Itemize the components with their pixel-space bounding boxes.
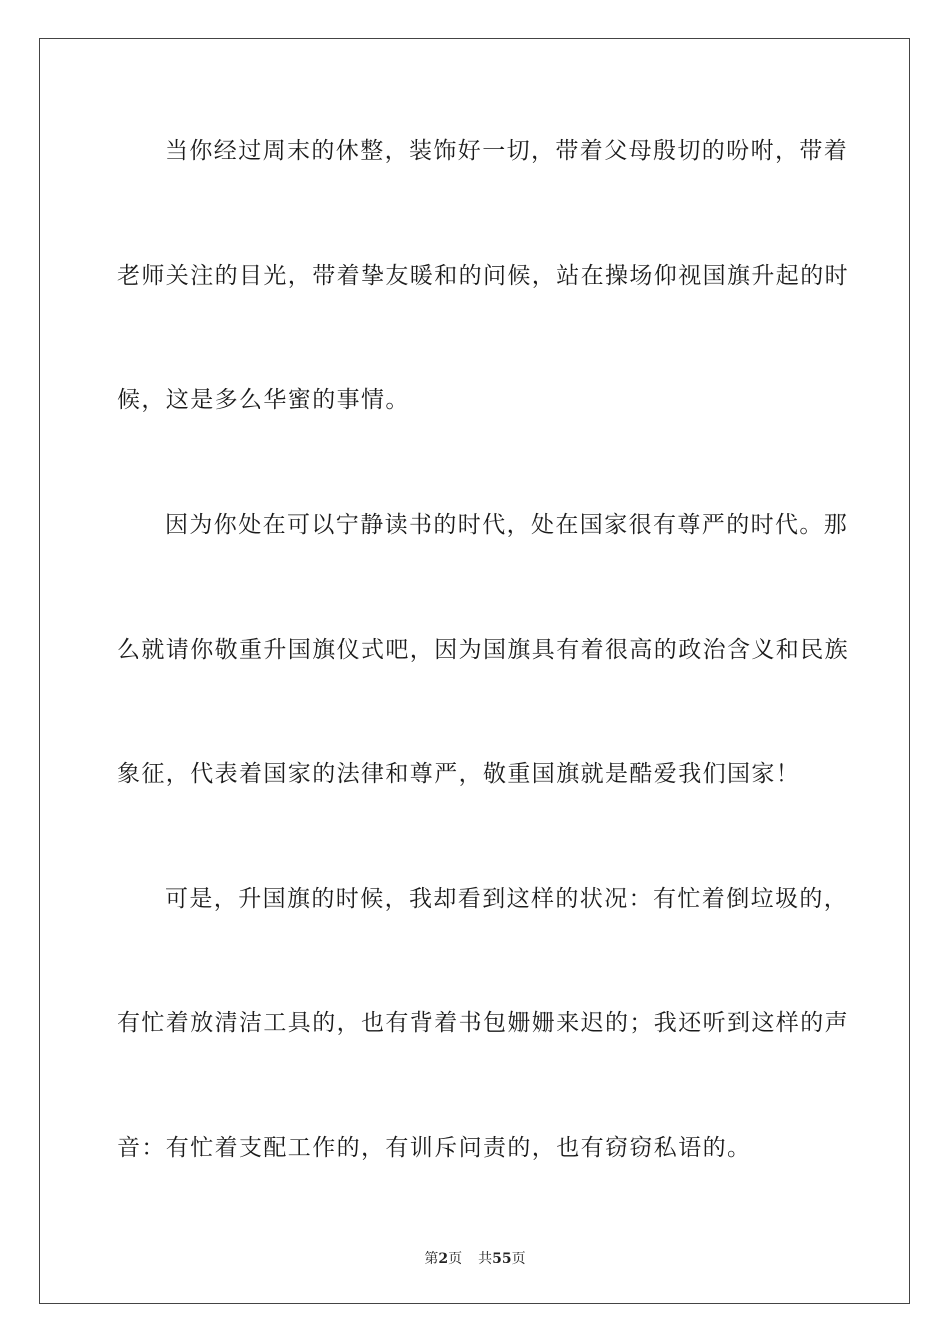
page-number: 2 xyxy=(438,1251,449,1267)
paragraph-1-line-2: 老师关注的目光，带着挚友暖和的问候，站在操场仰视国旗升起的时 xyxy=(117,263,849,289)
page-suffix: 页 xyxy=(448,1251,463,1267)
paragraph-2-line-3: 象征，代表着国家的法律和尊严，敬重国旗就是酷爱我们国家！ xyxy=(117,761,801,787)
paragraph-3-line-3: 音：有忙着支配工作的，有训斥问责的，也有窃窃私语的。 xyxy=(117,1135,752,1161)
page-footer xyxy=(0,1248,950,1268)
paragraph-2-line-1: 因为你处在可以宁静读书的时代，处在国家很有尊严的时代。那 xyxy=(165,512,849,538)
paragraph-3-line-2: 有忙着放清洁工具的，也有背着书包姗姗来迟的；我还听到这样的声 xyxy=(117,1010,849,1036)
paragraph-3-line-1: 可是，升国旗的时候，我却看到这样的状况：有忙着倒垃圾的， xyxy=(165,886,849,912)
paragraph-1-line-1: 当你经过周末的休整，装饰好一切，带着父母殷切的吩咐，带着 xyxy=(165,138,849,164)
page-prefix: 第 xyxy=(424,1251,439,1267)
total-pages: 55 xyxy=(492,1251,512,1267)
total-suffix: 页 xyxy=(511,1251,526,1267)
paragraph-1-line-3: 候，这是多么华蜜的事情。 xyxy=(117,387,410,413)
paragraph-2-line-2: 么就请你敬重升国旗仪式吧，因为国旗具有着很高的政治含义和民族 xyxy=(117,637,849,663)
total-prefix: 共 xyxy=(478,1251,493,1267)
page-border xyxy=(39,38,910,1304)
